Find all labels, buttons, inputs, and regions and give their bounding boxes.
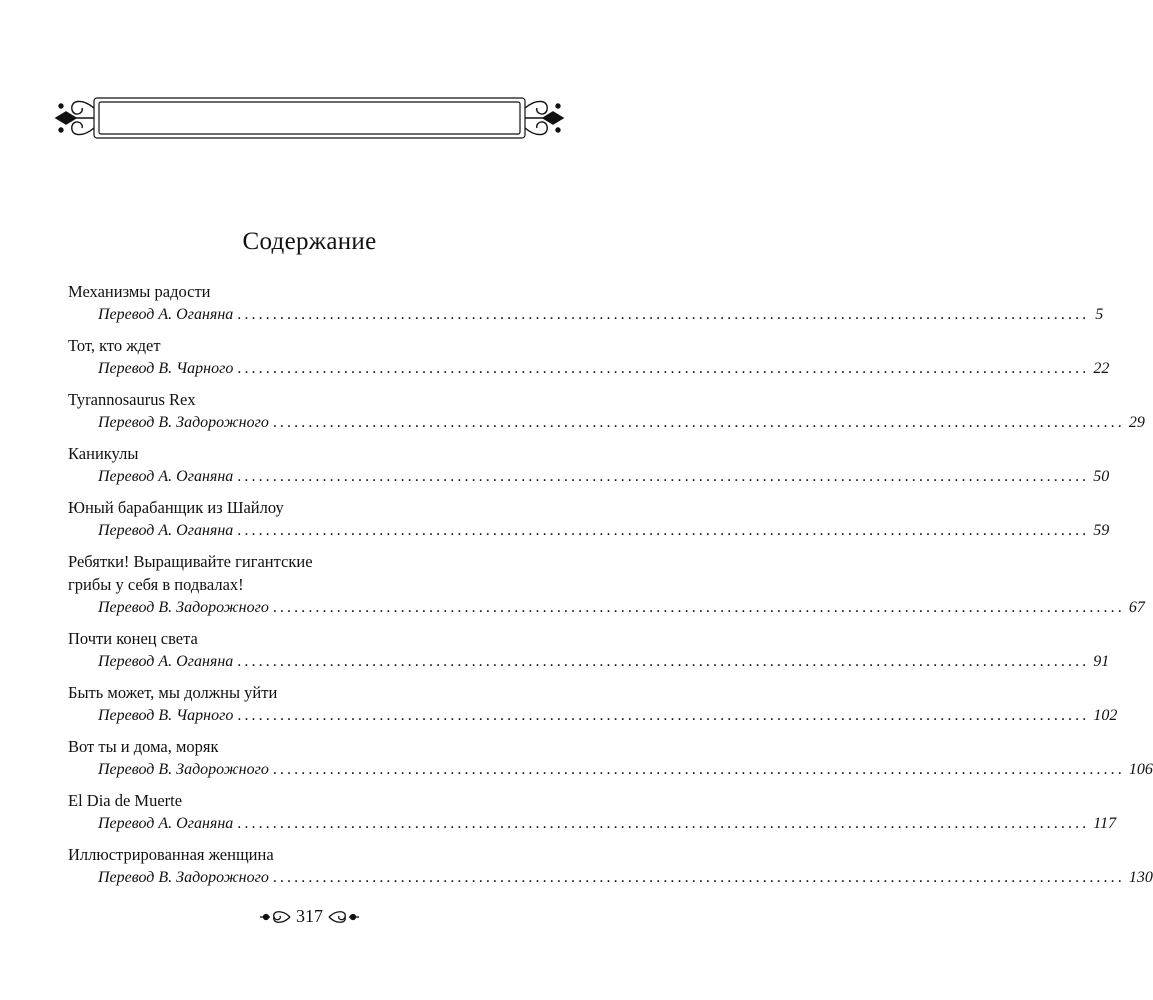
page-title: Содержание [242, 228, 377, 255]
entry-title: Тот, кто ждет [68, 336, 161, 355]
translator-name: Перевод В. Задорожного [98, 869, 269, 886]
translator-line [68, 519, 1110, 542]
entry-title: Быть может, мы должны уйти [68, 683, 278, 702]
page-number: 317 [296, 906, 323, 926]
dot-leader: ........................................................................................................................ [237, 306, 1090, 323]
page-ref: 91 [1093, 653, 1110, 670]
page-ref: 117 [1093, 815, 1117, 832]
translator-line [68, 303, 1104, 326]
toc-entry[interactable] [68, 735, 1153, 781]
page-ref: 50 [1093, 468, 1110, 485]
toc-entry[interactable] [68, 843, 1153, 889]
left-flourish-icon [56, 101, 94, 134]
dot-leader: ........................................................................................................................ [237, 468, 1090, 485]
toc-entry[interactable] [68, 442, 1110, 488]
dot-leader: ........................................................................................................................ [237, 522, 1090, 539]
translator-name: Перевод В. Чарного [98, 360, 234, 377]
translator-line [68, 465, 1110, 488]
decorative-header-frame [52, 92, 567, 144]
toc-entry[interactable] [68, 627, 1110, 673]
entry-title: Вот ты и дома, моряк [68, 737, 219, 756]
translator-line [68, 357, 1110, 380]
dot-leader: ........................................................................................................................ [272, 761, 1125, 778]
page-ref: 29 [1128, 414, 1145, 431]
right-ornament-icon [327, 907, 361, 927]
translator-line [68, 411, 1145, 434]
page-ref: 5 [1095, 306, 1104, 323]
translator-name: Перевод А. Оганяна [98, 653, 234, 670]
dot-leader: ........................................................................................................................ [237, 653, 1090, 670]
dot-leader: ........................................................................................................................ [272, 869, 1125, 886]
toc-entry[interactable] [68, 550, 1145, 619]
entry-title: Tyrannosaurus Rex [68, 390, 196, 409]
entry-title: Иллюстрированная женщина [68, 845, 274, 864]
left-ornament-icon [258, 907, 292, 927]
page-ref: 130 [1128, 869, 1153, 886]
dot-leader: ........................................................................................................................ [272, 599, 1125, 616]
translator-name: Перевод А. Оганяна [98, 522, 234, 539]
table-of-contents [68, 280, 1153, 889]
translator-line [68, 596, 1145, 619]
toc-entry[interactable] [68, 280, 1104, 326]
translator-line [68, 812, 1117, 835]
entry-title: Механизмы радости [68, 282, 211, 301]
entry-title: Почти конец света [68, 629, 198, 648]
translator-name: Перевод В. Задорожного [98, 761, 269, 778]
entry-title: El Dia de Muerte [68, 791, 183, 810]
page-ref: 59 [1093, 522, 1110, 539]
page-ref: 106 [1128, 761, 1153, 778]
translator-name: Перевод А. Оганяна [98, 306, 234, 323]
translator-line [68, 758, 1153, 781]
translator-name: Перевод В. Задорожного [98, 599, 269, 616]
toc-entry[interactable] [68, 496, 1110, 542]
entry-title: Каникулы [68, 444, 139, 463]
toc-entry[interactable] [68, 681, 1118, 727]
translator-name: Перевод В. Задорожного [98, 414, 269, 431]
toc-entry[interactable] [68, 334, 1110, 380]
entry-title: Ребятки! Выращивайте гигантские [68, 552, 313, 571]
toc-entry[interactable] [68, 789, 1117, 835]
page-ref: 102 [1093, 707, 1118, 724]
dot-leader: ........................................................................................................................ [237, 707, 1090, 724]
entry-title: грибы у себя в подвалах! [68, 575, 244, 594]
toc-entry[interactable] [68, 388, 1145, 434]
page-footer [0, 906, 619, 932]
page-ref: 22 [1093, 360, 1110, 377]
dot-leader: ........................................................................................................................ [272, 414, 1125, 431]
right-flourish-icon [525, 101, 563, 134]
dot-leader: ........................................................................................................................ [237, 360, 1090, 377]
translator-name: Перевод А. Оганяна [98, 815, 234, 832]
translator-line [68, 866, 1153, 889]
translator-name: Перевод В. Чарного [98, 707, 234, 724]
page-ref: 67 [1128, 599, 1145, 616]
dot-leader: ........................................................................................................................ [237, 815, 1090, 832]
translator-name: Перевод А. Оганяна [98, 468, 234, 485]
entry-title: Юный барабанщик из Шайлоу [68, 498, 284, 517]
translator-line [68, 650, 1110, 673]
translator-line [68, 704, 1118, 727]
